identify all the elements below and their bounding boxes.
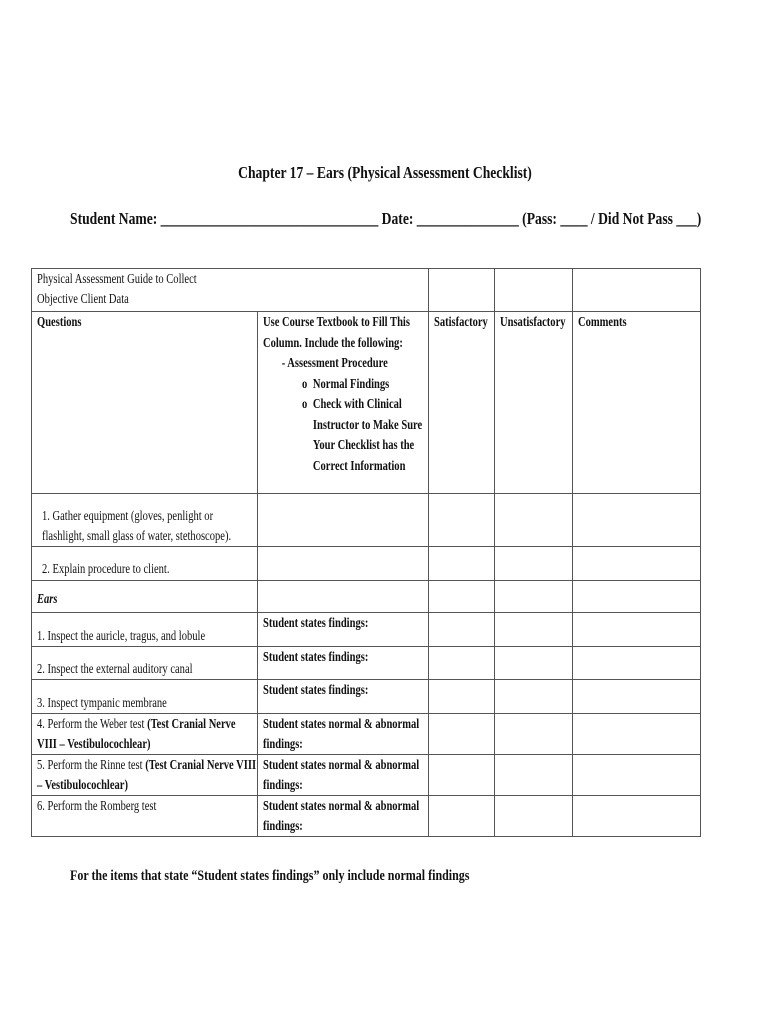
satisfactory-header-cell (429, 312, 495, 494)
student-info-line: Student Name: ________________________________ Date: _______________ (Pass: ____ / Did Not Pass ___) (70, 209, 702, 228)
row-gather-equipment: 1. Gather equipment (gloves, penlight or flashlight, small glass of water, stethoscope). (42, 508, 232, 543)
table-row (32, 680, 701, 714)
row-inspect-auricle: 1. Inspect the auricle, tragus, and lobule (37, 628, 206, 643)
unsatisfactory-header-cell (495, 312, 573, 494)
instructions-intro: Use Course Textbook to Fill This Column. Include the following: (263, 314, 410, 350)
row-weber-test: 4. Perform the Weber test (37, 716, 148, 731)
satisfactory-header: Satisfactory (434, 314, 488, 329)
row-rinne-test-note: Student states normal & abnormal findings: (263, 757, 420, 792)
table-row (32, 494, 701, 547)
table-row (32, 547, 701, 581)
row-inspect-canal-note: Student states findings: (263, 649, 369, 664)
section-ears: Ears (37, 591, 58, 606)
table-row (32, 581, 701, 613)
row-inspect-tympanic: 3. Inspect tympanic membrane (37, 695, 167, 710)
table-row (32, 613, 701, 647)
row-inspect-auricle-note: Student states findings: (263, 615, 369, 630)
guide-header: Physical Assessment Guide to Collect Objective Client Data (37, 271, 197, 306)
page-title: Chapter 17 – Ears (Physical Assessment Checklist) (238, 163, 532, 182)
instructions-procedure: - Assessment Procedure (281, 355, 388, 370)
row-inspect-canal: 2. Inspect the external auditory canal (37, 661, 193, 676)
assessment-checklist-table (31, 268, 701, 837)
footer-note: For the items that state “Student states findings” only include normal findings (70, 868, 470, 884)
row-explain-procedure: 2. Explain procedure to client. (42, 561, 170, 576)
questions-header: Questions (37, 314, 82, 329)
table-row (32, 796, 701, 837)
row-romberg-test-note: Student states normal & abnormal findings: (263, 798, 420, 833)
comments-header-cell (573, 312, 701, 494)
instructions-check-instructor: o Check with Clinical Instructor to Make Sure Your Checklist has the Correct Information (263, 394, 428, 476)
comments-header: Comments (578, 314, 627, 329)
instructions-normal-findings: o Normal Findings (263, 374, 428, 395)
table-row (32, 647, 701, 680)
table-row (32, 755, 701, 796)
guide-header-cell (32, 269, 429, 312)
questions-header-cell (32, 312, 258, 494)
instructions-cell (258, 312, 429, 494)
row-weber-test-note: Student states normal & abnormal findings: (263, 716, 420, 751)
row-inspect-tympanic-note: Student states findings: (263, 682, 369, 697)
table-row (32, 714, 701, 755)
unsatisfactory-header: Unsatisfactory (500, 314, 566, 329)
row-romberg-test: 6. Perform the Romberg test (37, 798, 157, 813)
row-rinne-test: 5. Perform the Rinne test (37, 757, 146, 772)
row-rinne-test-nerve: (Test Cranial Nerve VIII – Vestibulocochlear) (37, 757, 257, 792)
row-weber-test-nerve: (Test Cranial Nerve VIII – Vestibulocochlear) (37, 716, 236, 751)
